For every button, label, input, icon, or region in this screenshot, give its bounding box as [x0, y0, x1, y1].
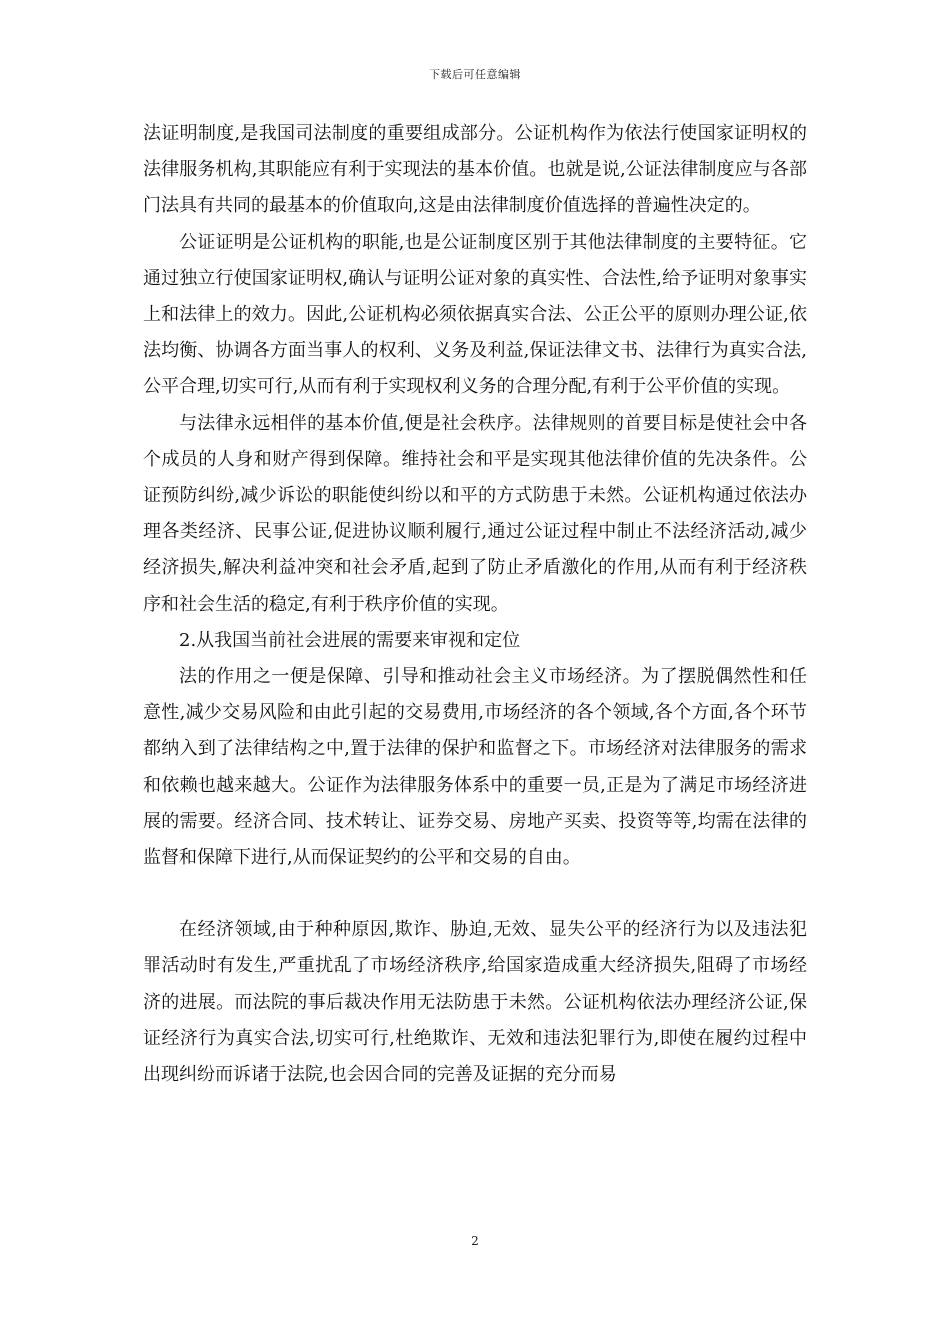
document-body [143, 116, 807, 1093]
paragraph: 在经济领域,由于种种原因,欺诈、胁迫,无效、显失公平的经济行为以及违法犯罪活动时有发生,严重扰乱了市场经济秩序,给国家造成重大经济损失,阻碍了市场经济的进展。而法院的事后裁决作用无法防患于未然。公证机构依法办理经济公证,保证经济行为真实合法,切实可行,杜绝欺诈、无效和违法犯罪行为,即使在履约过程中出现纠纷而诉诸于法院,也会因合同的完善及证据的充分而易 [143, 919, 807, 1086]
page-number: 2 [471, 1234, 479, 1248]
paragraph: 公证证明是公证机构的职能,也是公证制度区别于其他法律制度的主要特征。它通过独立行使国家证明权,确认与证明公证对象的真实性、合法性,给予证明对象事实上和法律上的效力。因此,公证机构必须依据真实合法、公正公平的原则办理公证,依法均衡、协调各方面当事人的权利、义务及利益,保证法律文书、法律行为真实合法,公平合理,切实可行,从而有利于实现权利义务的合理分配,有利于公平价值的实现。 [143, 231, 807, 398]
paragraph-spacer [143, 876, 807, 912]
page-header: 下载后可任意编辑 [429, 68, 521, 81]
paragraph: 与法律永远相伴的基本价值,便是社会秩序。法律规则的首要目标是使社会中各个成员的人身和财产得到保障。维持社会和平是实现其他法律价值的先决条件。公证预防纠纷,减少诉讼的职能使纠纷以和平的方式防患于未然。公证机构通过依法办理各类经济、民事公证,促进协议顺利履行,通过公证过程中制止不法经济活动,减少经济损失,解决利益冲突和社会矛盾,起到了防止矛盾激化的作用,从而有利于经济秩序和社会生活的稳定,有利于秩序价值的实现。 [143, 412, 807, 615]
section-heading: 2.从我国当前社会进展的需要来审视和定位 [179, 629, 521, 651]
paragraph: 法的作用之一便是保障、引导和推动社会主义市场经济。为了摆脱偶然性和任意性,减少交易风险和由此引起的交易费用,市场经济的各个领域,各个方面,各个环节都纳入到了法律结构之中,置于法律的保护和监督之下。市场经济对法律服务的需求和依赖也越来越大。公证作为法律服务体系中的重要一员,正是为了满足市场经济进展的需要。经济合同、技术转让、证券交易、房地产买卖、投资等等,均需在法律的监督和保障下进行,从而保证契约的公平和交易的自由。 [143, 666, 807, 869]
paragraph-continued: 法证明制度,是我国司法制度的重要组成部分。公证机构作为依法行使国家证明权的法律服务机构,其职能应有利于实现法的基本价值。也就是说,公证法律制度应与各部门法具有共同的最基本的价值取向,这是由法律制度价值选择的普遍性决定的。 [143, 123, 807, 217]
